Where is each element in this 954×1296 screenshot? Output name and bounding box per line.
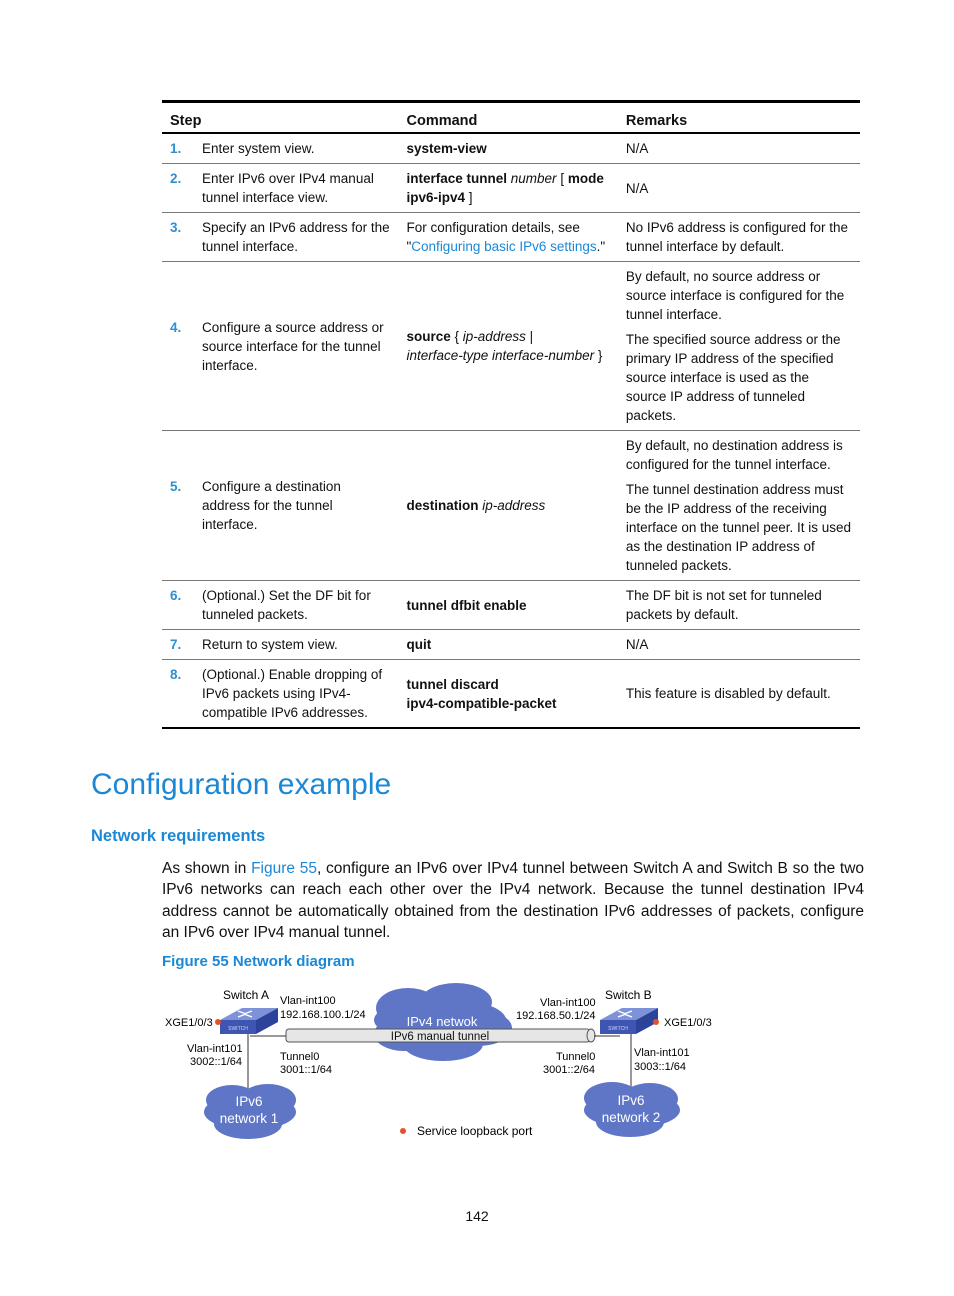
- command-text: system-view: [406, 141, 487, 156]
- header-remarks: Remarks: [625, 112, 688, 129]
- command-keyword: source: [406, 329, 451, 344]
- remark-text: The tunnel destination address must be the IP address of the receiving interface on the tunnel peer. It is used as the destination IP address of tunneled packets.: [625, 482, 852, 573]
- configuring-ipv6-link[interactable]: Configuring basic IPv6 settings: [411, 239, 597, 254]
- net2-label-1: IPv6: [617, 1093, 645, 1108]
- step-number: 8.: [170, 667, 182, 682]
- network-diagram: [160, 982, 720, 1154]
- table-row: [162, 164, 860, 213]
- step-number: 6.: [170, 588, 182, 603]
- loopback-port-b: [653, 1019, 659, 1025]
- config-steps-table: [162, 100, 860, 729]
- net1-label-1: IPv6: [235, 1094, 263, 1109]
- requirements-paragraph: [162, 858, 864, 943]
- header-step: Step: [170, 112, 202, 129]
- legend-loopback-icon: [400, 1128, 406, 1134]
- table-row: [162, 213, 860, 262]
- b-vlan100: Vlan-int100: [540, 997, 596, 1009]
- b-tunnel-ip: 3001::2/64: [543, 1064, 595, 1076]
- switch-b-icon-text: SWITCH: [608, 1026, 628, 1032]
- command-bracket: }: [594, 348, 603, 363]
- net1-label-2: network 1: [219, 1111, 279, 1126]
- command-text: tunnel dfbit enable: [406, 597, 527, 613]
- a-tunnel-ip: 3001::1/64: [280, 1064, 332, 1076]
- command-bracket: {: [450, 329, 463, 344]
- switch-a-icon-text: SWITCH: [228, 1026, 248, 1032]
- command-arg: ip-address: [462, 329, 526, 344]
- remark-text: By default, no source address or source interface is configured for the tunnel interface.: [625, 269, 845, 322]
- tunnel-label: IPv6 manual tunnel: [390, 1031, 490, 1043]
- paragraph-text: , configure an IPv6 over IPv4 tunnel between Switch A and Switch B so the two IPv6 networks can reach each other over the IPv4 network. Because the tunnel destination IPv4 address cannot be automatically obtained from the destination IPv6 addresses of packets, configure an IPv6 over IPv4 manual tunnel.: [162, 860, 865, 941]
- figure-caption: Figure 55 Network diagram: [162, 953, 355, 970]
- command-arg: number: [507, 171, 557, 186]
- table-row: [162, 630, 860, 660]
- a-tunnel: Tunnel0: [280, 1051, 320, 1063]
- b-vlan101: Vlan-int101: [634, 1047, 690, 1059]
- step-text: (Optional.) Set the DF bit for tunneled packets.: [202, 588, 371, 622]
- remark-text: No IPv6 address is configured for the tunnel interface by default.: [625, 220, 848, 254]
- step-number: 4.: [170, 319, 182, 335]
- switch-b-label: Switch B: [605, 988, 652, 1002]
- switch-b-icon: [600, 1008, 658, 1034]
- switch-a-icon: [220, 1008, 278, 1034]
- ipv4-cloud-label: IPv4 netwok: [406, 1014, 478, 1029]
- table-row: [162, 262, 860, 431]
- command-keyword: ipv6-ipv4: [406, 190, 466, 205]
- switch-b-port: XGE1/0/3: [664, 1017, 712, 1029]
- b-tunnel: Tunnel0: [556, 1051, 596, 1063]
- a-vlan100: Vlan-int100: [280, 995, 336, 1007]
- switch-a-label: Switch A: [223, 988, 270, 1002]
- remark-text: This feature is disabled by default.: [625, 686, 831, 701]
- command-text: For configuration details, see ": [406, 220, 580, 254]
- remark-text: N/A: [625, 637, 649, 652]
- a-vlan101-ip: 3002::1/64: [190, 1056, 242, 1068]
- b-vlan100-ip: 192.168.50.1/24: [516, 1010, 596, 1022]
- section-title: Configuration example: [91, 768, 392, 801]
- command-bracket: ]: [465, 190, 473, 205]
- loopback-port-a: [215, 1019, 221, 1025]
- table-row: [162, 133, 860, 164]
- remark-text: N/A: [625, 141, 649, 156]
- step-text: Configure a source address or source interface for the tunnel interface.: [202, 319, 384, 373]
- remark-text: N/A: [625, 180, 649, 196]
- command-bracket: [: [556, 171, 568, 186]
- command-text: ipv4-compatible-packet: [406, 695, 557, 711]
- b-vlan101-ip: 3003::1/64: [634, 1061, 686, 1073]
- step-text: Configure a destination address for the tunnel interface.: [202, 479, 341, 532]
- step-text: Enter IPv6 over IPv4 manual tunnel interface view.: [202, 171, 374, 205]
- table-row: [162, 431, 860, 581]
- legend-label: Service loopback port: [417, 1124, 533, 1138]
- table-row: [162, 581, 860, 630]
- command-text: tunnel discard: [406, 676, 499, 692]
- a-vlan100-ip: 192.168.100.1/24: [280, 1009, 366, 1021]
- remark-text: The specified source address or the primary IP address of the specified source interface is used as the source IP address of tunneled packets.: [625, 332, 841, 423]
- figure-55-link[interactable]: Figure 55: [251, 860, 317, 877]
- step-number: 5.: [170, 479, 182, 494]
- command-arg: ip-address: [478, 498, 546, 513]
- step-text: Specify an IPv6 address for the tunnel interface.: [202, 220, 390, 254]
- command-keyword: interface tunnel: [406, 171, 508, 186]
- step-number: 7.: [170, 637, 182, 652]
- command-keyword: destination: [406, 498, 479, 513]
- a-vlan101: Vlan-int101: [187, 1043, 243, 1055]
- switch-a-port: XGE1/0/3: [165, 1017, 213, 1029]
- step-number: 1.: [170, 141, 182, 156]
- command-bracket: |: [525, 329, 534, 344]
- paragraph-text: As shown in: [162, 860, 252, 877]
- page-number: 142: [465, 1208, 489, 1224]
- remark-text: By default, no destination address is configured for the tunnel interface.: [625, 438, 843, 472]
- step-text: (Optional.) Enable dropping of IPv6 packets using IPv4-compatible IPv6 addresses.: [202, 667, 383, 720]
- step-text: Enter system view.: [202, 141, 315, 156]
- step-text: Return to system view.: [202, 637, 338, 652]
- header-command: Command: [406, 112, 478, 129]
- table-row: [162, 660, 860, 729]
- command-keyword: mode: [567, 171, 604, 186]
- table-header-row: [162, 102, 860, 134]
- subsection-title: Network requirements: [91, 827, 266, 845]
- step-number: 3.: [170, 220, 182, 235]
- command-arg: interface-type interface-number: [406, 348, 595, 363]
- step-number: 2.: [170, 171, 182, 186]
- net2-label-2: network 2: [601, 1110, 661, 1125]
- remark-text: The DF bit is not set for tunneled packets by default.: [625, 588, 822, 622]
- command-text: quit: [406, 637, 432, 652]
- command-text: .": [596, 239, 606, 254]
